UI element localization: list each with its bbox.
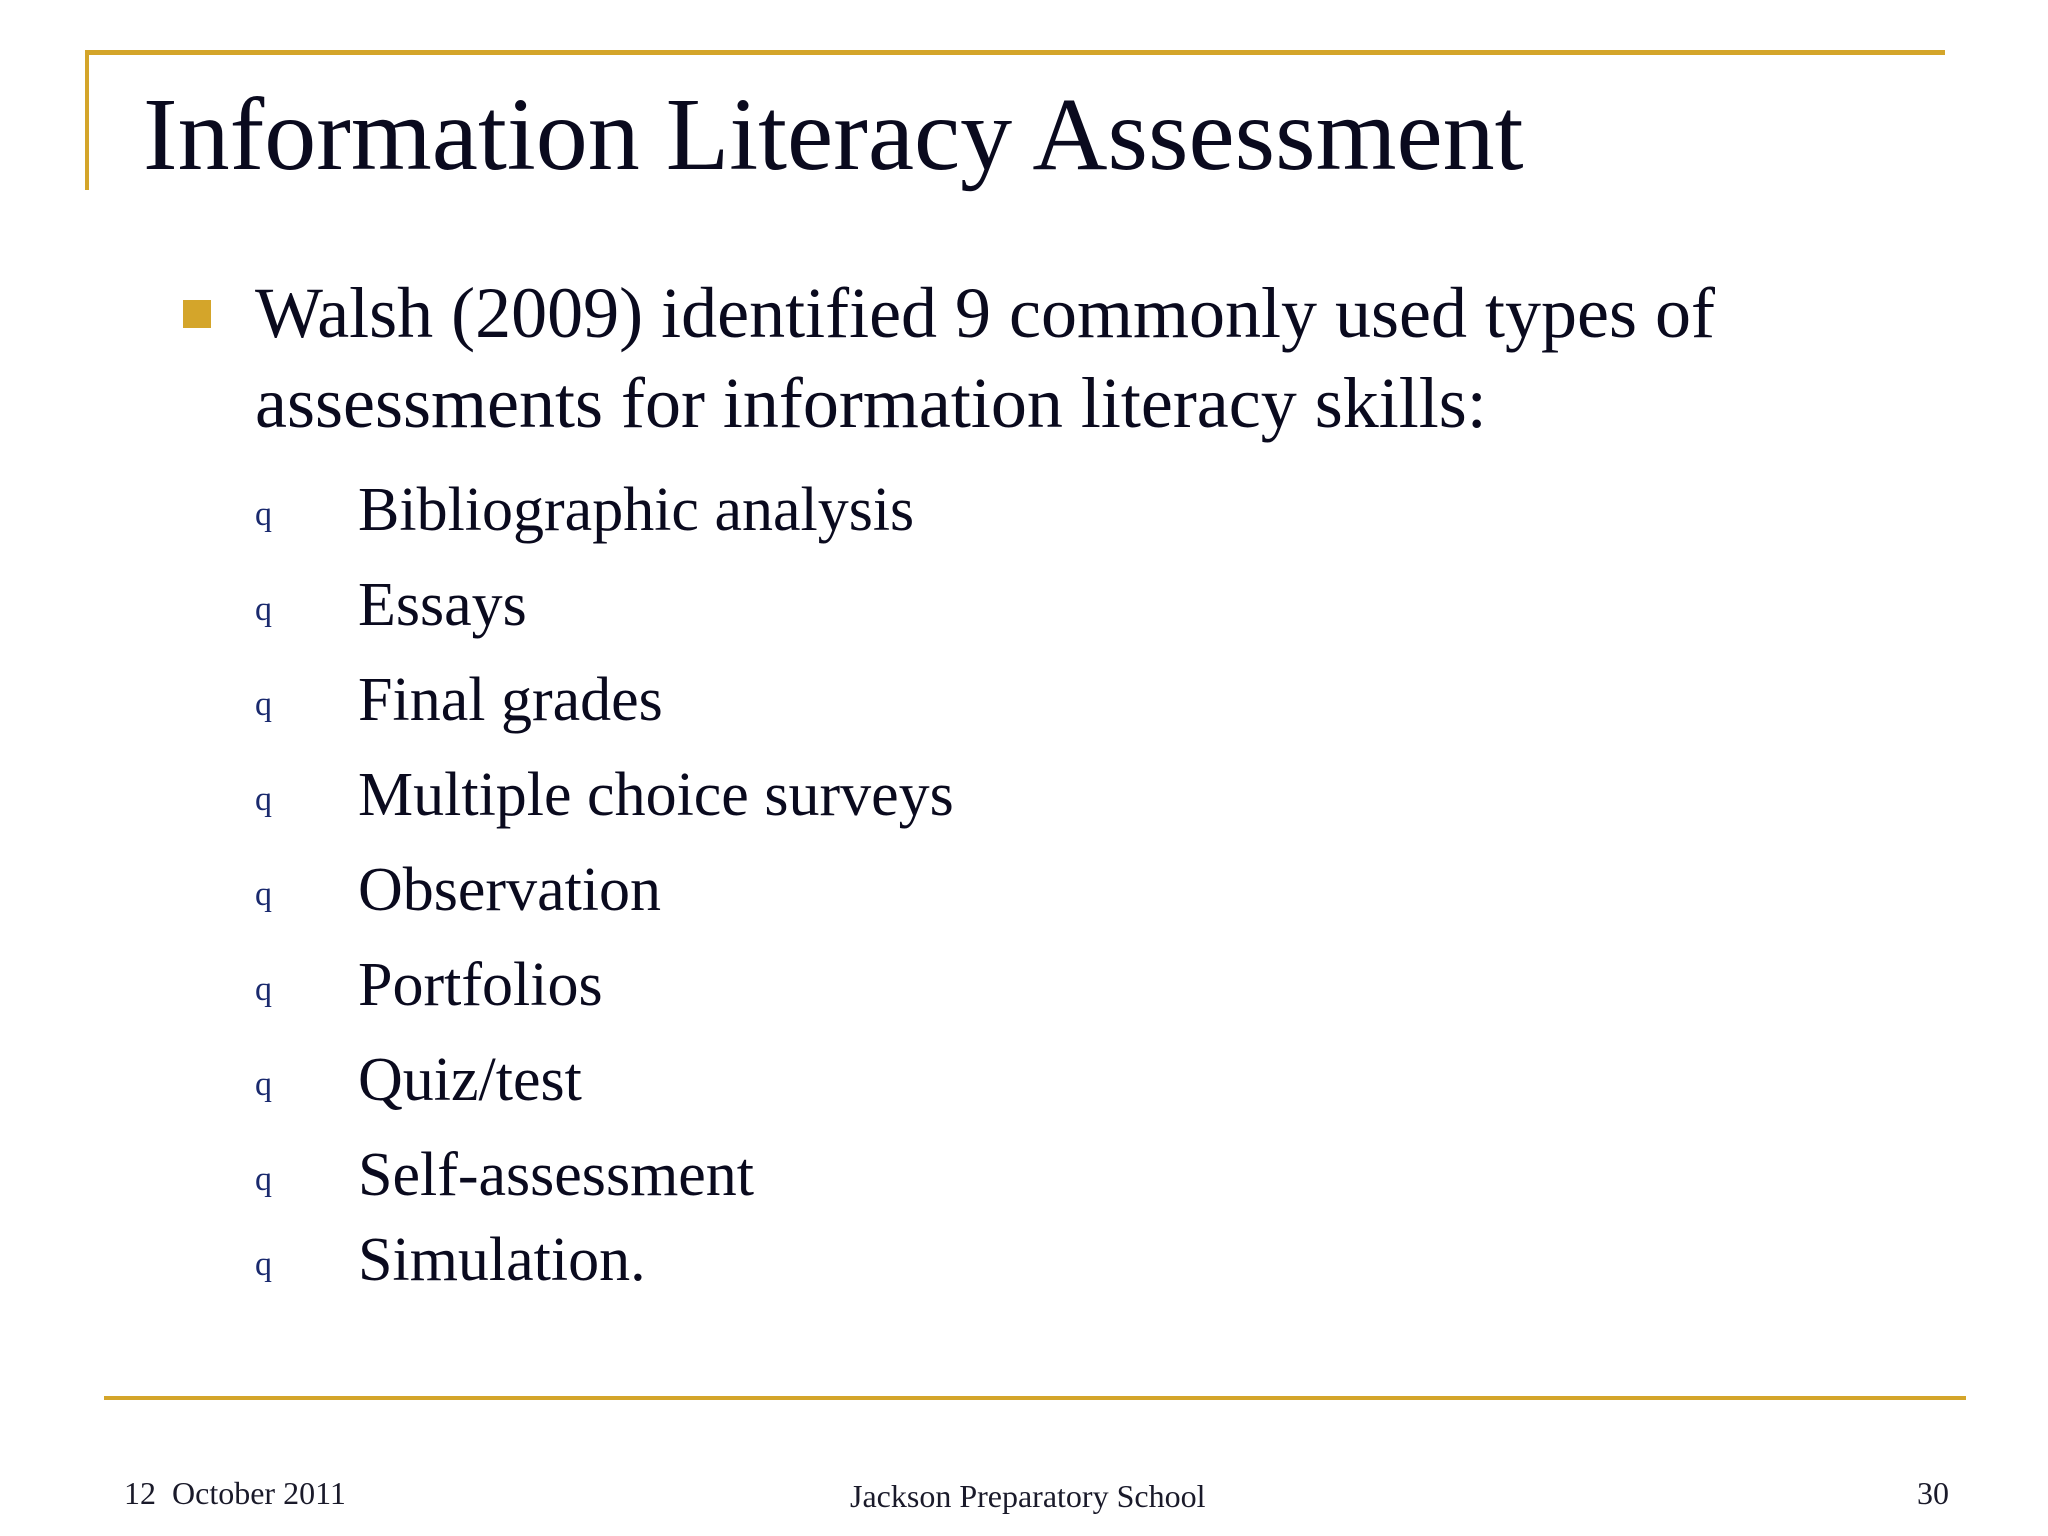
sub-bullet-icon: q bbox=[255, 876, 272, 913]
sub-bullet-icon: q bbox=[255, 686, 272, 723]
list-item-label: Observation bbox=[358, 856, 662, 924]
sub-bullet-icon: q bbox=[255, 1246, 272, 1283]
list-item-label: Essays bbox=[358, 571, 527, 639]
bottom-rule bbox=[104, 1396, 1966, 1400]
left-rule bbox=[85, 50, 89, 190]
list-item-label: Self-assessment bbox=[358, 1141, 755, 1209]
sub-bullet-icon: q bbox=[255, 1066, 272, 1103]
sub-bullet-icon: q bbox=[255, 591, 272, 628]
list-item-label: Portfolios bbox=[358, 951, 603, 1019]
list-item-label: Final grades bbox=[358, 666, 663, 734]
sub-bullet-icon: q bbox=[255, 971, 272, 1008]
list-item-label: Bibliographic analysis bbox=[358, 476, 915, 544]
slide-title: Information Literacy Assessment bbox=[143, 77, 1524, 192]
square-bullet-icon bbox=[183, 300, 211, 328]
slide-number: 30 bbox=[1917, 1475, 1949, 1511]
list-item-label: Quiz/test bbox=[358, 1046, 582, 1114]
sub-bullet-icon: q bbox=[255, 781, 272, 818]
list-item-label: Multiple choice surveys bbox=[358, 761, 954, 829]
footer-date: 12 October 2011 bbox=[124, 1475, 346, 1511]
list-item-label: Simulation. bbox=[358, 1226, 646, 1294]
top-rule bbox=[85, 50, 1945, 55]
sub-bullet-icon: q bbox=[255, 496, 272, 533]
sub-bullet-icon: q bbox=[255, 1161, 272, 1198]
main-point-text: Walsh (2009) identified 9 commonly used types of assessments for information literacy skills: bbox=[255, 273, 1715, 443]
footer-school-name: Jackson Preparatory School bbox=[850, 1478, 1206, 1514]
